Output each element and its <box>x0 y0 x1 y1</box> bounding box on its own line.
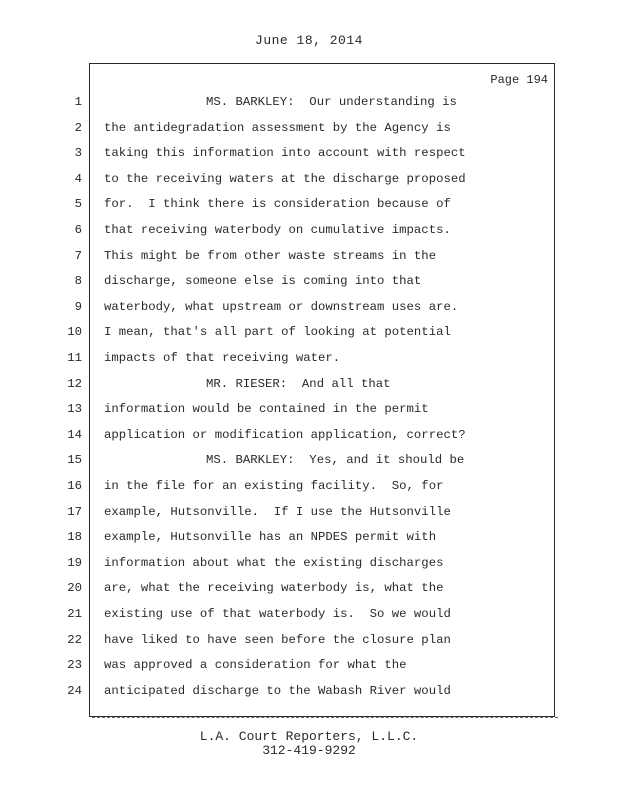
transcript-line <box>0 169 618 189</box>
line-number: 3 <box>74 146 82 161</box>
transcript-line <box>0 118 618 138</box>
transcript-line <box>0 297 618 317</box>
line-text: example, Hutsonville. If I use the Hutsonville <box>104 504 451 519</box>
transcript-line <box>0 553 618 573</box>
line-text: application or modification application, correct? <box>104 427 466 442</box>
line-text: for. I think there is consideration because of <box>104 197 451 212</box>
transcript-line <box>0 681 618 701</box>
line-number: 15 <box>67 453 82 468</box>
line-text: information would be contained in the permit <box>104 402 429 417</box>
line-number: 12 <box>67 376 82 391</box>
transcript-line <box>0 502 618 522</box>
header-date: June 18, 2014 <box>255 33 363 48</box>
line-number: 17 <box>67 504 82 519</box>
transcript-line <box>0 194 618 214</box>
line-number: 2 <box>74 120 82 135</box>
line-text: to the receiving waters at the discharge proposed <box>104 171 466 186</box>
transcript-line <box>0 604 618 624</box>
transcript-line <box>0 348 618 368</box>
transcript-line <box>0 374 618 394</box>
transcript-line <box>0 322 618 342</box>
line-number: 10 <box>67 325 82 340</box>
line-text: in the file for an existing facility. So, for <box>104 479 444 493</box>
line-text: MR. RIESER: And all that <box>206 376 391 391</box>
transcript-line <box>0 450 618 470</box>
transcript-line <box>0 527 618 547</box>
line-text: This might be from other waste streams in the <box>104 248 437 263</box>
transcript-line <box>0 425 618 445</box>
line-text: taking this information into account with respect <box>104 146 466 161</box>
line-text: example, Hutsonville has an NPDES permit with <box>104 530 437 545</box>
line-number: 16 <box>67 479 82 493</box>
line-text: that receiving waterbody on cumulative impacts. <box>104 223 451 237</box>
line-number: 19 <box>67 555 82 570</box>
transcript-line <box>0 220 618 240</box>
footer-company: L.A. Court Reporters, L.L.C. <box>199 729 419 744</box>
line-text: the antidegradation assessment by the Agency is <box>104 120 451 135</box>
line-number: 13 <box>67 402 82 417</box>
page-number: Page 194 <box>490 73 548 87</box>
line-number: 20 <box>67 581 82 596</box>
line-text: information about what the existing discharges <box>104 555 444 570</box>
line-number: 1 <box>74 95 82 109</box>
line-text: MS. BARKLEY: Yes, and it should be <box>206 453 465 468</box>
line-text: waterbody, what upstream or downstream uses are. <box>104 299 459 314</box>
transcript-line <box>0 399 618 419</box>
transcript-line <box>0 92 618 112</box>
line-number: 8 <box>74 274 82 289</box>
line-text: have liked to have seen before the closure plan <box>104 632 451 647</box>
line-number: 22 <box>67 632 82 647</box>
line-number: 18 <box>67 530 82 545</box>
transcript-line <box>0 143 618 163</box>
footer-phone: 312-419-9292 <box>262 743 356 758</box>
line-number: 14 <box>67 427 82 442</box>
line-text: was approved a consideration for what the <box>104 658 407 673</box>
line-number: 4 <box>74 171 82 186</box>
line-text: anticipated discharge to the Wabash River would <box>104 683 451 698</box>
line-number: 7 <box>74 248 82 263</box>
line-number: 5 <box>74 197 82 212</box>
line-text: are, what the receiving waterbody is, what the <box>104 581 444 596</box>
frame-bottom-rule <box>92 717 558 721</box>
line-text: I mean, that's all part of looking at potential <box>104 325 451 340</box>
line-text: existing use of that waterbody is. So we would <box>104 607 451 621</box>
transcript-line <box>0 578 618 598</box>
line-number: 21 <box>67 607 82 621</box>
transcript-line <box>0 630 618 650</box>
line-text: impacts of that receiving water. <box>104 351 341 365</box>
line-number: 6 <box>74 223 82 237</box>
transcript-line <box>0 271 618 291</box>
line-number: 23 <box>67 658 82 673</box>
transcript-line <box>0 246 618 266</box>
line-number: 11 <box>67 351 82 365</box>
line-text: discharge, someone else is coming into that <box>104 274 422 289</box>
line-text: MS. BARKLEY: Our understanding is <box>206 95 457 109</box>
line-number: 24 <box>67 683 82 698</box>
line-number: 9 <box>74 299 82 314</box>
transcript-line <box>0 655 618 675</box>
transcript-line <box>0 476 618 496</box>
